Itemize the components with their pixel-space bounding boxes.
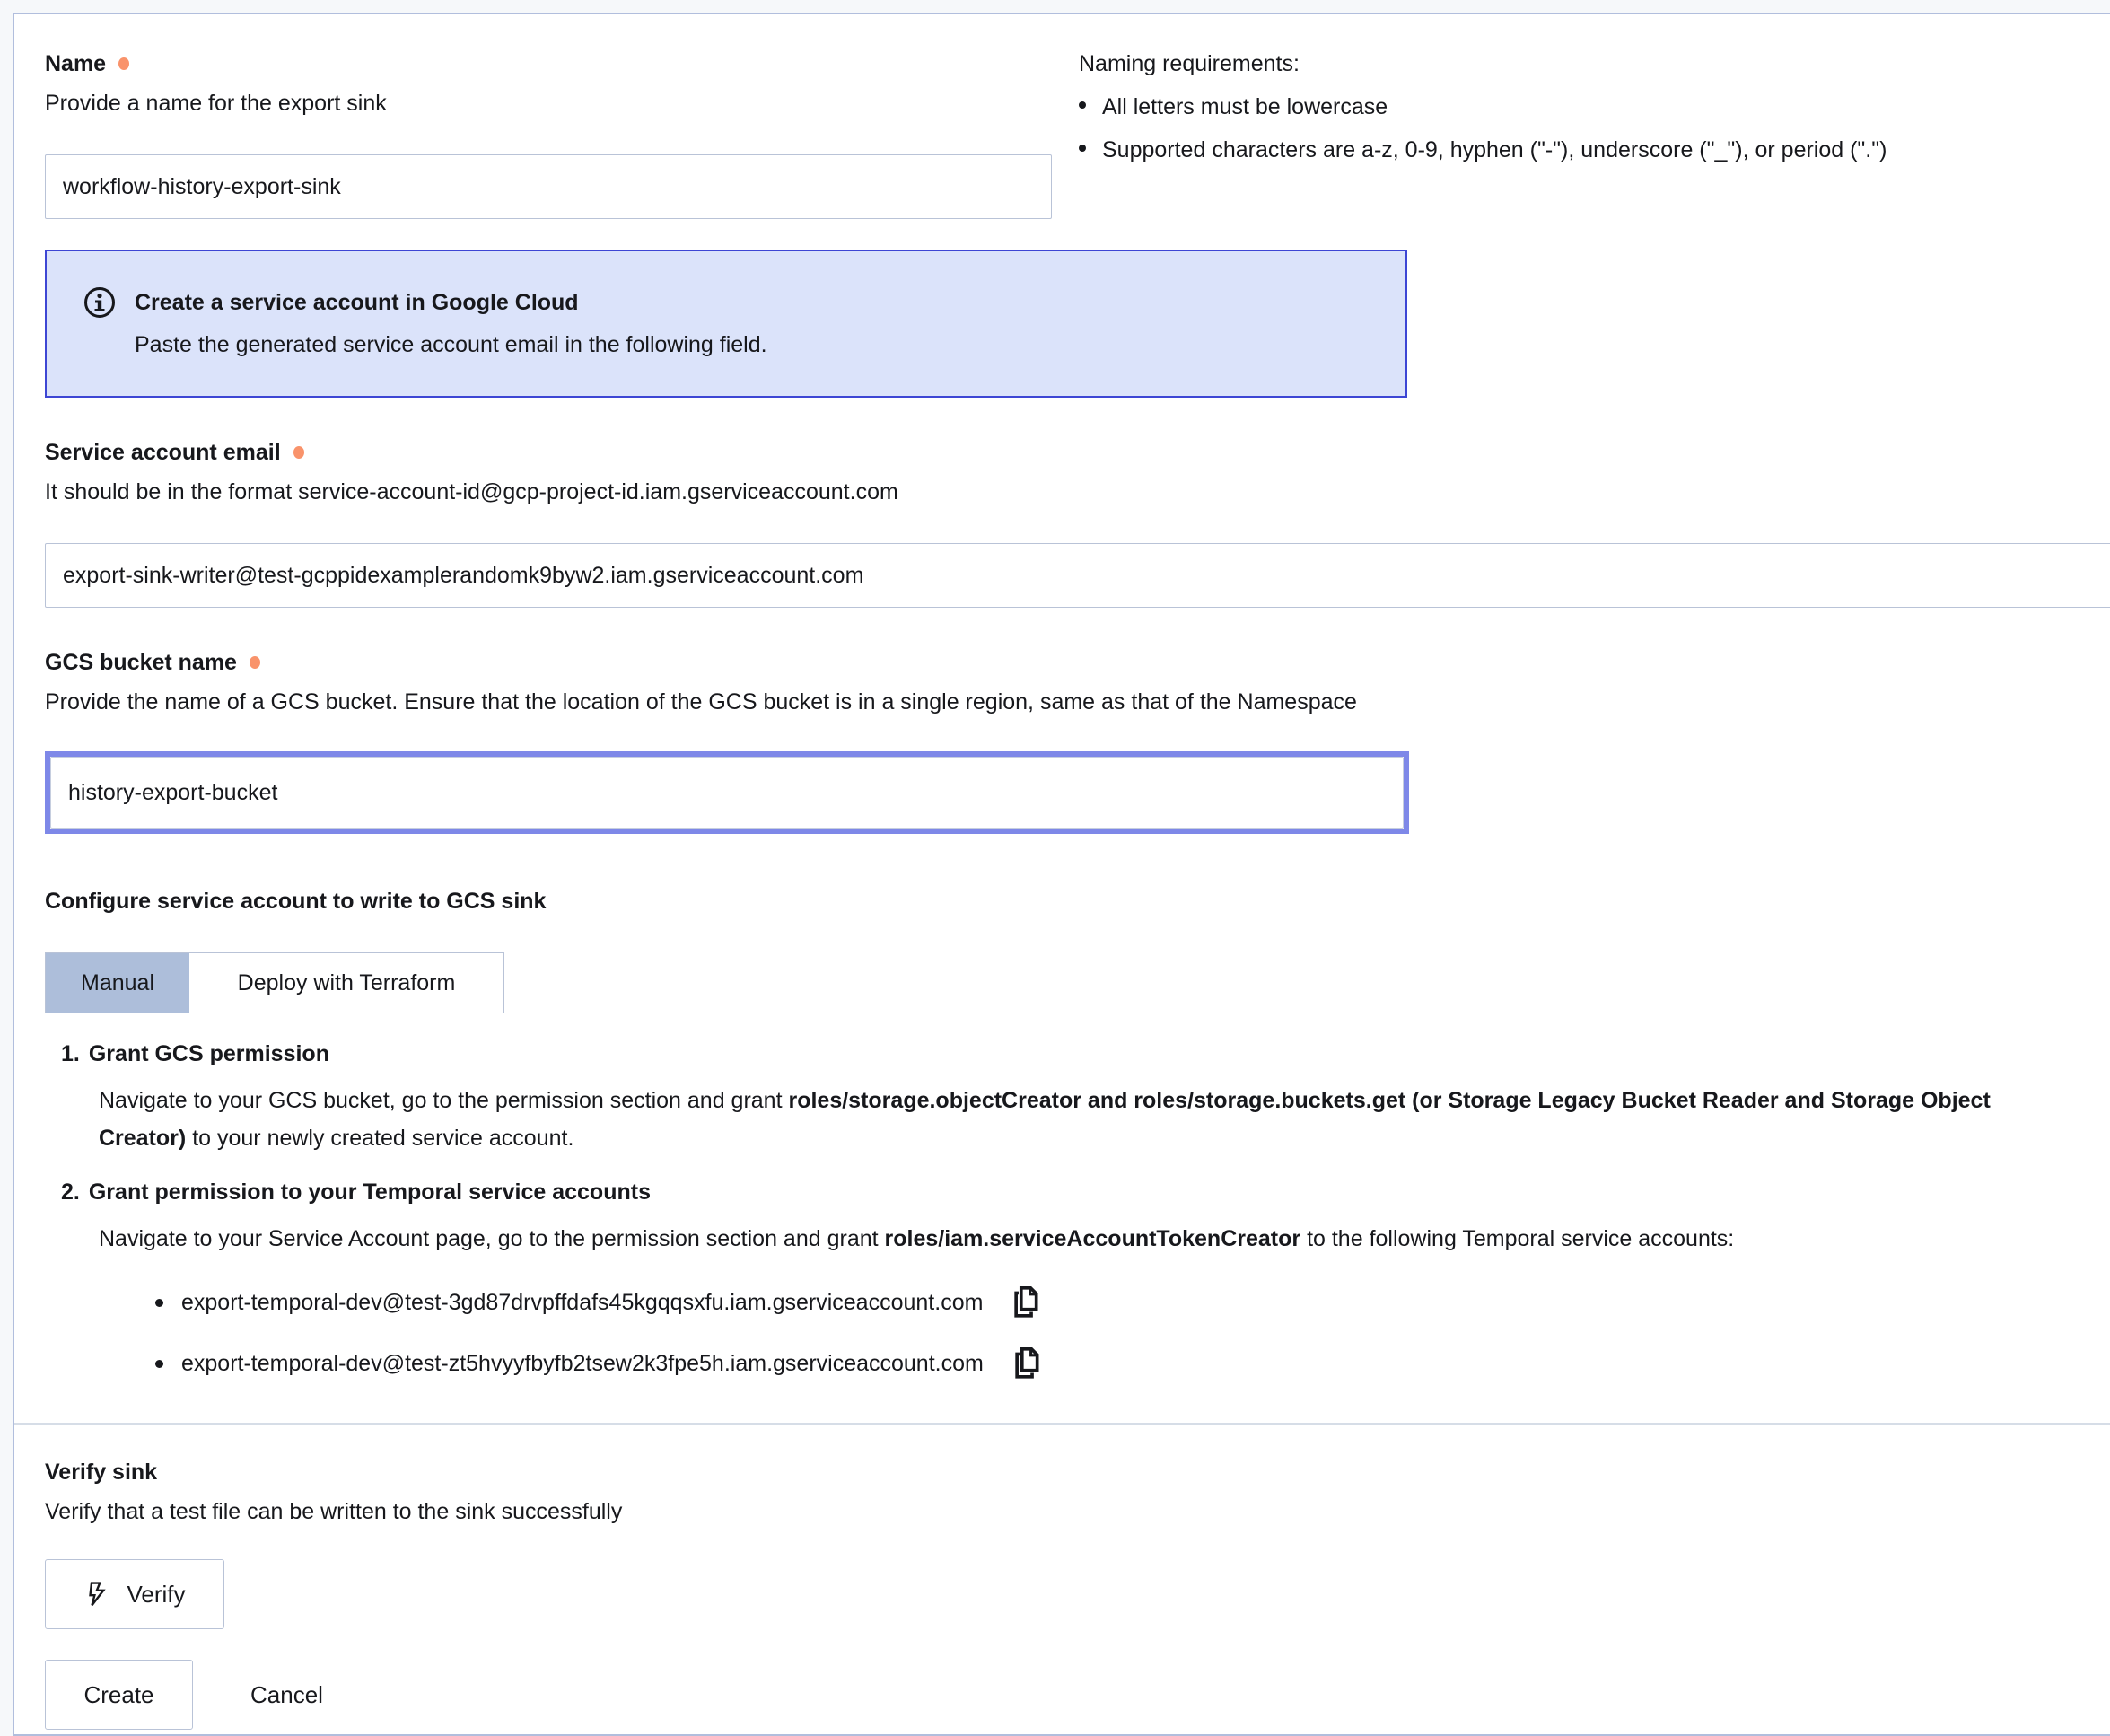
naming-requirements-title: Naming requirements:	[1079, 51, 1300, 76]
naming-requirement-item	[1079, 92, 2093, 122]
step-title-text: Grant permission to your Temporal service accounts	[88, 1179, 651, 1205]
configure-tab-group	[45, 952, 504, 1013]
bullet-icon	[155, 1299, 163, 1307]
gcs-bucket-name-description: Provide the name of a GCS bucket. Ensure that the location of the GCS bucket is in a single region, same as that of the Namespace	[45, 689, 1357, 715]
gcs-bucket-name-input[interactable]	[50, 757, 1404, 829]
info-banner-description: Paste the generated service account email in the following field.	[135, 332, 767, 357]
copy-button[interactable]	[1011, 1346, 1043, 1381]
copy-icon	[1011, 1346, 1041, 1381]
copy-icon	[1010, 1285, 1040, 1320]
required-indicator	[250, 656, 260, 669]
bullet-icon	[1079, 145, 1086, 152]
service-account-info-banner	[45, 250, 1407, 398]
step-body-text: Navigate to your GCS bucket, go to the permission section and grant	[99, 1088, 789, 1113]
step-body-text: Navigate to your Service Account page, go to the permission section and grant	[99, 1226, 885, 1251]
naming-requirements	[1079, 48, 2093, 219]
step-2-body	[99, 1220, 2060, 1258]
step-number: 1.	[61, 1041, 80, 1066]
bullet-icon	[155, 1360, 163, 1368]
required-indicator	[293, 446, 304, 459]
gcs-bucket-input-focus-ring	[45, 751, 1409, 834]
info-banner-title: Create a service account in Google Cloud	[135, 290, 579, 315]
temporal-service-account-item	[155, 1283, 2110, 1322]
step-body-bold-text: roles/storage.objectCreator and roles/storage.buckets.get (or Storage Legacy Bucket Reader and Storage Object Creator)	[99, 1088, 1991, 1151]
name-description: Provide a name for the export sink	[45, 91, 387, 116]
verify-button[interactable]	[45, 1559, 224, 1629]
tab-deploy-with-terraform[interactable]: Deploy with Terraform	[189, 953, 503, 1013]
temporal-service-account-email: export-temporal-dev@test-3gd87drvpffdafs45kgqqsxfu.iam.gserviceaccount.com	[181, 1289, 984, 1315]
service-account-email-label: Service account email	[45, 440, 281, 465]
step-1-body	[99, 1082, 2060, 1157]
name-label: Name	[45, 51, 107, 76]
lightning-icon	[83, 1581, 110, 1608]
verify-button-label: Verify	[127, 1580, 186, 1608]
naming-requirement-item	[1079, 135, 2093, 165]
step-body-text: to your newly created service account.	[186, 1126, 574, 1151]
create-button[interactable]: Create	[45, 1660, 193, 1730]
service-account-email-input[interactable]	[45, 543, 2110, 608]
bullet-icon	[1079, 101, 1086, 109]
configure-section-heading: Configure service account to write to GCS sink	[45, 889, 547, 914]
step-title-text: Grant GCS permission	[88, 1041, 329, 1066]
step-body-bold-text: roles/iam.serviceAccountTokenCreator	[884, 1226, 1301, 1251]
service-account-email-description: It should be in the format service-account-id@gcp-project-id.iam.gserviceaccount.com	[45, 479, 898, 504]
naming-requirement-text: Supported characters are a-z, 0-9, hyphen ("-"), underscore ("_"), or period (".")	[1102, 137, 1887, 162]
naming-requirement-text: All letters must be lowercase	[1102, 94, 1388, 119]
step-1-title	[61, 1037, 2110, 1071]
copy-button[interactable]	[1010, 1284, 1042, 1320]
required-indicator	[118, 57, 129, 70]
temporal-service-account-item	[155, 1344, 2110, 1383]
step-2-title	[61, 1175, 2110, 1209]
step-body-text: to the following Temporal service accounts:	[1300, 1226, 1735, 1251]
info-icon	[83, 285, 117, 320]
gcs-bucket-name-label: GCS bucket name	[45, 650, 237, 675]
step-number: 2.	[61, 1179, 80, 1205]
verify-sink-description: Verify that a test file can be written to the sink successfully	[45, 1499, 623, 1524]
cancel-button[interactable]: Cancel	[250, 1680, 323, 1708]
verify-sink-label: Verify sink	[45, 1460, 158, 1485]
section-divider	[14, 1423, 2110, 1425]
tab-manual[interactable]: Manual	[46, 953, 189, 1013]
temporal-service-account-email: export-temporal-dev@test-zt5hvyyfbyfb2tsew2k3fpe5h.iam.gserviceaccount.com	[181, 1350, 984, 1376]
export-sink-form-panel	[13, 13, 2110, 1736]
sink-name-input[interactable]	[45, 154, 1052, 219]
